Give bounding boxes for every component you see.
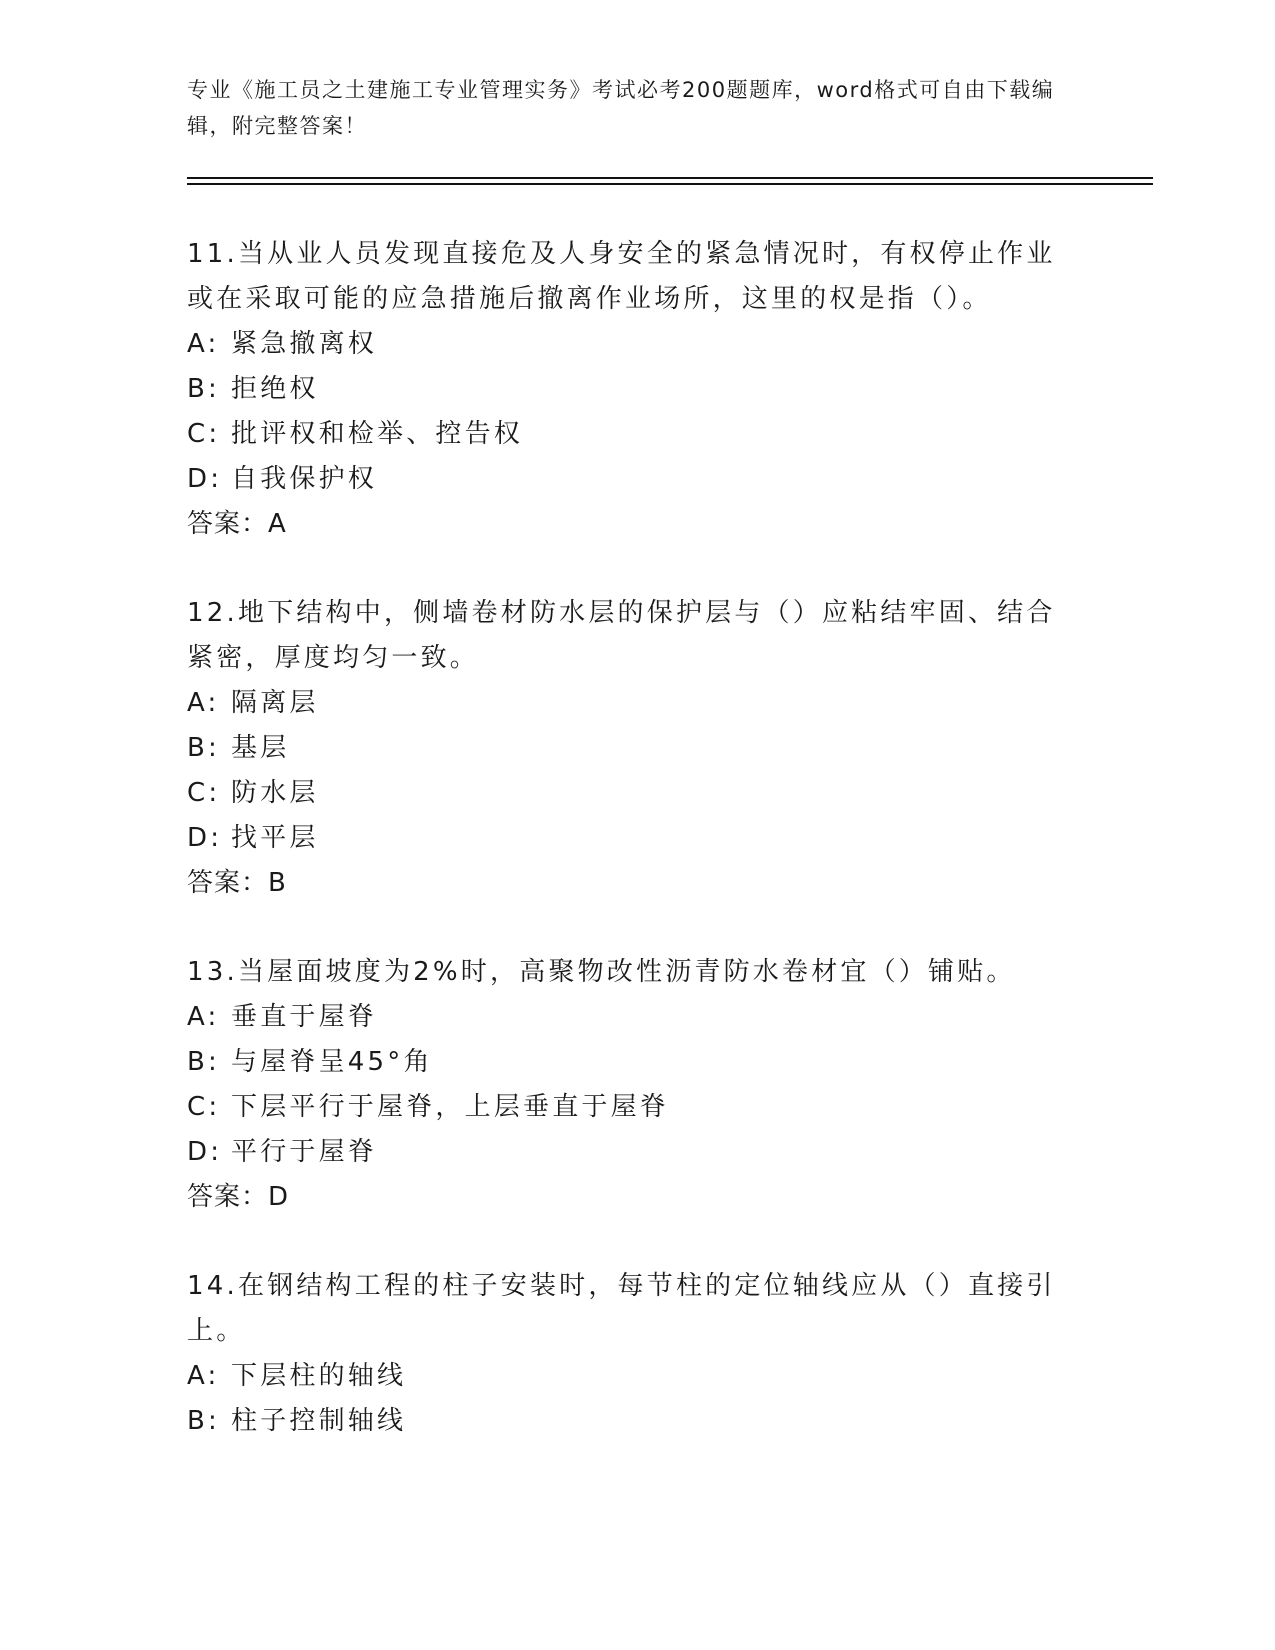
- option-key: B:: [187, 1047, 220, 1077]
- answer-line: 答案：B: [187, 868, 287, 898]
- question-14: [187, 1264, 1067, 1444]
- option-a: [187, 995, 1067, 1040]
- option-key: B:: [187, 733, 220, 763]
- option-text: 隔离层: [231, 688, 319, 718]
- option-key: A:: [187, 688, 220, 718]
- option-text: 基层: [231, 733, 290, 763]
- option-key: A:: [187, 1002, 220, 1032]
- option-d: [187, 1130, 1067, 1175]
- option-text: 下层柱的轴线: [231, 1361, 407, 1391]
- option-b: [187, 1399, 1067, 1444]
- question-13: [187, 950, 1067, 1220]
- option-b: [187, 367, 1067, 412]
- option-d: [187, 457, 1067, 502]
- question-stem: 13.当屋面坡度为2%时，高聚物改性沥青防水卷材宜（）铺贴。: [187, 957, 1016, 987]
- option-a: [187, 1354, 1067, 1399]
- option-c: [187, 1085, 1067, 1130]
- option-text: 拒绝权: [231, 374, 319, 404]
- option-b: [187, 1040, 1067, 1085]
- option-text: 与屋脊呈45°角: [231, 1047, 433, 1077]
- document-header: 专业《施工员之土建施工专业管理实务》考试必考200题题库，word格式可自由下载编辑，附完整答案！: [187, 78, 1055, 138]
- header-divider-bottom: [187, 183, 1153, 185]
- question-stem: 11.当从业人员发现直接危及人身安全的紧急情况时，有权停止作业或在采取可能的应急措施后撤离作业场所，这里的权是指（）。: [187, 239, 1056, 314]
- option-key: C:: [187, 1092, 221, 1122]
- option-key: B:: [187, 1406, 220, 1436]
- option-text: 垂直于屋脊: [231, 1002, 378, 1032]
- option-c: [187, 412, 1067, 457]
- question-11: [187, 232, 1067, 547]
- option-key: C:: [187, 419, 221, 449]
- option-key: C:: [187, 778, 221, 808]
- question-stem: 12.地下结构中，侧墙卷材防水层的保护层与（）应粘结牢固、结合紧密，厚度均匀一致。: [187, 598, 1056, 673]
- option-a: [187, 322, 1067, 367]
- option-key: D:: [187, 823, 223, 853]
- answer-line: 答案：A: [187, 509, 287, 539]
- header-divider-top: [187, 177, 1153, 179]
- option-key: B:: [187, 374, 220, 404]
- option-key: A:: [187, 1361, 220, 1391]
- option-key: D:: [187, 464, 223, 494]
- option-key: A:: [187, 329, 220, 359]
- question-stem: 14.在钢结构工程的柱子安装时，每节柱的定位轴线应从（）直接引上。: [187, 1271, 1056, 1346]
- option-text: 下层平行于屋脊，上层垂直于屋脊: [231, 1092, 670, 1122]
- option-d: [187, 816, 1067, 861]
- option-text: 找平层: [231, 823, 319, 853]
- answer-line: 答案：D: [187, 1182, 290, 1212]
- option-text: 平行于屋脊: [231, 1137, 378, 1167]
- option-text: 紧急撤离权: [231, 329, 378, 359]
- option-text: 防水层: [231, 778, 319, 808]
- option-text: 自我保护权: [231, 464, 378, 494]
- option-c: [187, 771, 1067, 816]
- option-key: D:: [187, 1137, 223, 1167]
- question-12: [187, 591, 1067, 906]
- option-b: [187, 726, 1067, 771]
- option-text: 柱子控制轴线: [231, 1406, 407, 1436]
- question-list: [187, 232, 1067, 1488]
- option-a: [187, 681, 1067, 726]
- option-text: 批评权和检举、控告权: [231, 419, 524, 449]
